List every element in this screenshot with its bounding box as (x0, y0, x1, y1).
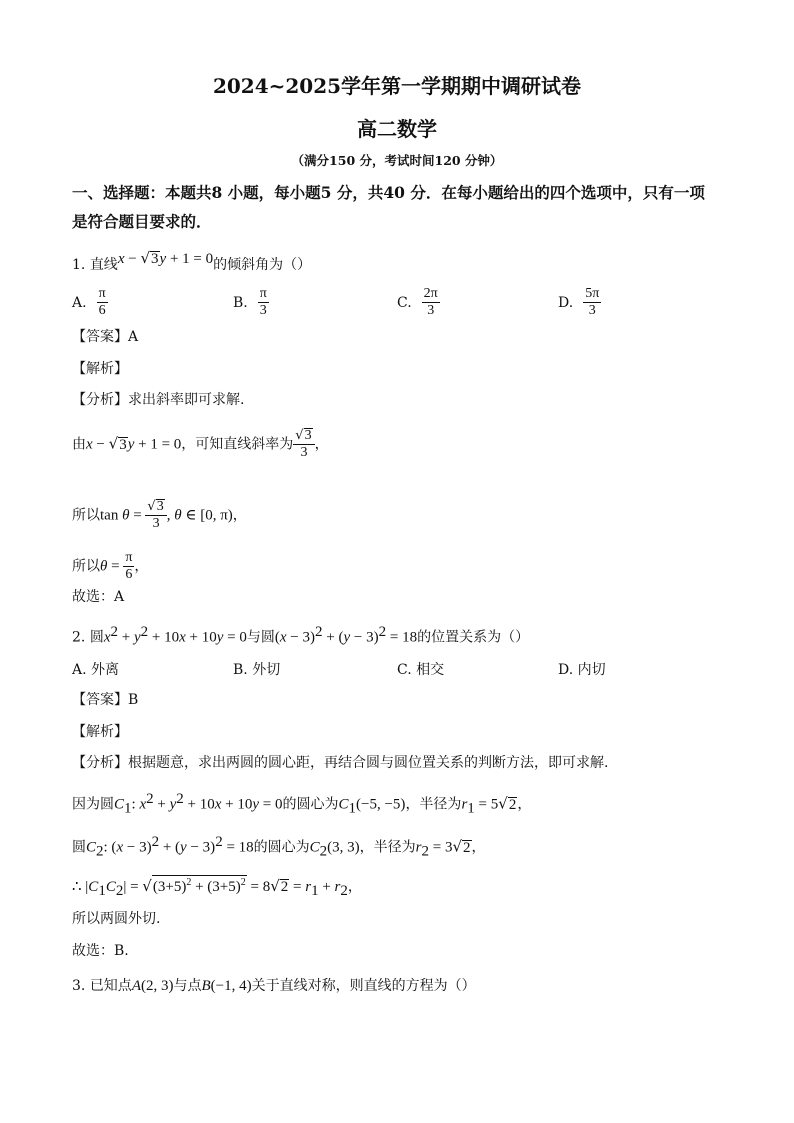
q2-option-c: C. 相交 (397, 662, 445, 678)
q2-step-4: 所以两圆外切. (72, 911, 161, 927)
q1-answer: 【答案】A (72, 329, 139, 345)
section-heading-line2: 是符合题目要求的． (72, 212, 212, 231)
exam-title: 2024~2025学年第一学期期中调研试卷 (212, 74, 582, 98)
q1-analysis: 【分析】求出斜率即可求解. (72, 392, 245, 408)
q1-conclusion: 故选：A (72, 589, 125, 605)
question-1: 1. 直线x − √3y + 1 = 0的倾斜角为（） (72, 249, 312, 273)
q1-step-1: 由x − √3y + 1 = 0，可知直线斜率为 $\frac{√3}{3}$ ， (72, 428, 329, 460)
q2-option-d: D. 内切 (558, 662, 606, 678)
q2-analysis-tag: 【解析】 (72, 724, 128, 740)
q1-option-c: C. $\frac{2\pi}{3}$ (397, 286, 438, 318)
q1-option-b: B. $\frac{\pi}{3}$ (233, 286, 267, 318)
q2-step-3: ∴ $|C_1C_2| = √(3+5)^2 + (3+5)^2 = 8√2 = r_1 + r_2$， (72, 877, 362, 899)
q1-prefix: 直线 (89, 257, 118, 273)
q2-option-a: A. 外离 (72, 662, 120, 678)
q1-option-d: D. $\frac{5\pi}{3}$ (558, 286, 600, 318)
q2-step-1: 因为圆$C_1$: $x^2 + y^2 + 10x + 10y = 0$的圆心为$C_1(-5$, −5)，半径为$r_1 = 5√2$， (72, 791, 532, 817)
section-heading-line1: 一、选择题：本题共8 小题，每小题5 分，共40 分．在每小题给出的四个选项中，只有一项 (72, 183, 705, 202)
exam-subject: 高二数学 (357, 117, 437, 141)
q1-step-3: 所以θ = $\frac{\pi}{6}$ ， (72, 550, 149, 582)
q1-option-a: A. $\frac{\pi}{6}$ (72, 286, 106, 318)
q2-analysis: 【分析】根据题意，求出两圆的圆心距，再结合圆与圆位置关系的判断方法，即可求解. (72, 755, 609, 771)
q2-answer: 【答案】B (72, 692, 139, 708)
q1-analysis-tag: 【解析】 (72, 361, 128, 377)
question-2: 2. 圆$x^2 + y^2 + 10x + 10y = 0$与圆$(x - 3)^2 + (y - 3)^2 = 18$的位置关系为（） (72, 624, 530, 646)
q1-equation: x (117, 251, 125, 267)
q2-conclusion: 故选：B. (72, 943, 129, 959)
q2-step-2: 圆$C_2$: $(x - 3)^2 + (y - 3)^2 = 18$的圆心为$C_2(3$, 3)，半径为$r_2 = 3√2$， (72, 834, 486, 860)
q1-number: 1. (72, 257, 86, 273)
q1-step-2: 所以tan θ = $\frac{√3}{3}$ , θ ∈ [0, π)， (72, 499, 247, 531)
q1-suffix: 的倾斜角为（） (213, 257, 312, 273)
exam-note: （满分150 分，考试时间120 分钟） (291, 153, 503, 168)
question-3: 3. 已知点A(2, 3)与点B(−1, 4)关于直线对称，则直线的方程为（） (72, 978, 476, 994)
q2-option-b: B. 外切 (233, 662, 281, 678)
